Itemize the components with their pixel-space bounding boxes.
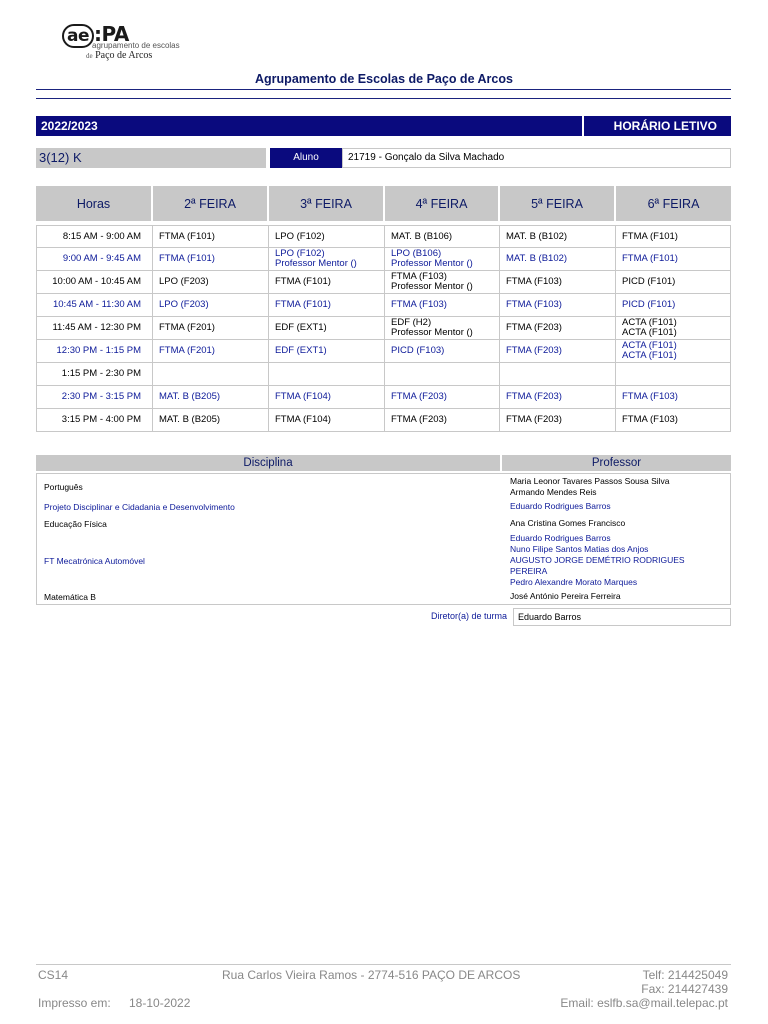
lesson-text: FTMA (F203) [506,414,562,425]
lesson-text: FTMA (F101) [275,276,331,287]
lesson-cell [500,386,616,409]
lesson-text: ACTA (F101) [622,340,677,351]
student-label: Aluno [270,148,342,168]
discipline-column-header: Disciplina [36,455,500,471]
footer-printed-label: Impresso em: [38,996,111,1010]
lesson-text: FTMA (F103) [506,299,562,310]
teacher-name: Ana Cristina Gomes Francisco [510,518,626,528]
director-value: Eduardo Barros [513,608,731,626]
logo-ae: ae [62,24,94,48]
lesson-cell [269,225,385,248]
lesson-cell [269,271,385,294]
time-slot: 11:45 AM - 12:30 PM [36,317,153,340]
footer-address: Rua Carlos Vieira Ramos - 2774-516 PAÇO DE ARCOS [222,968,521,982]
lesson-cell [269,340,385,363]
lesson-cell [500,271,616,294]
lesson-cell [500,248,616,271]
timetable-row [36,317,731,340]
lesson-cell [616,317,731,340]
lesson-cell [616,225,731,248]
timetable-row [36,409,731,432]
footer-printed-date: 18-10-2022 [129,996,191,1010]
header-divider [36,89,731,90]
lesson-text: MAT. B (B205) [159,391,221,402]
lesson-text: FTMA (F103) [622,391,678,402]
lesson-cell [269,409,385,432]
logo-line1: agrupamento de escolas [92,41,180,50]
lesson-text: PICD (F103) [391,345,445,356]
timetable-row [36,225,731,248]
year-bar [36,116,731,136]
time-slot: 9:00 AM - 9:45 AM [36,248,153,271]
lesson-cell [616,363,731,386]
lesson-cell [500,317,616,340]
lesson-cell [153,248,269,271]
lesson-cell [385,317,500,340]
lesson-cell [616,386,731,409]
discipline-name: Matemática B [44,592,96,602]
lesson-cell [385,363,500,386]
lesson-cell [269,248,385,271]
header-thursday: 5ª FEIRA [500,186,616,221]
discipline-name: Projeto Disciplinar e Cidadania e Desenvolvimento [44,502,235,512]
lesson-text: Professor Mentor () [391,258,473,269]
teacher-name: Armando Mendes Reis [510,487,597,497]
logo-line2: Paço de Arcos [95,50,153,61]
header-wednesday: 4ª FEIRA [385,186,500,221]
lesson-cell [385,225,500,248]
lesson-text: FTMA (F101) [622,253,678,264]
teacher-name: PEREIRA [510,566,548,576]
lesson-cell [269,294,385,317]
lesson-cell [269,363,385,386]
logo-pa: PA [101,22,129,46]
time-slot: 8:15 AM - 9:00 AM [36,225,153,248]
lesson-text: FTMA (F101) [159,230,215,242]
lesson-cell [616,409,731,432]
time-slot: 1:15 PM - 2:30 PM [36,363,153,386]
lesson-cell [385,271,500,294]
lesson-cell [269,386,385,409]
disciplines-header [36,455,731,471]
lesson-text: FTMA (F101) [622,230,678,242]
lesson-cell [500,225,616,248]
lesson-text: ACTA (F101) [622,350,677,361]
lesson-cell [385,409,500,432]
lesson-text: MAT. B (B106) [391,230,453,242]
timetable [36,186,731,432]
footer-code: CS14 [38,968,69,982]
lesson-text: FTMA (F103) [622,414,678,425]
lesson-text: FTMA (F203) [391,414,447,425]
lesson-cell [153,294,269,317]
timetable-row [36,294,731,317]
lesson-cell [385,386,500,409]
discipline-name: Português [44,482,83,492]
lesson-text: EDF (EXT1) [275,345,327,356]
time-slot: 12:30 PM - 1:15 PM [36,340,153,363]
lesson-text: Professor Mentor () [275,258,357,269]
time-slot: 10:45 AM - 11:30 AM [36,294,153,317]
lesson-cell [500,340,616,363]
director-label: Diretor(a) de turma [430,611,507,621]
disciplines-list [36,473,731,605]
lesson-text: FTMA (F104) [275,391,331,402]
lesson-text: FTMA (F103) [391,271,447,282]
lesson-cell [616,271,731,294]
class-name: 3(12) K [36,148,266,168]
footer-divider [36,964,731,965]
lesson-cell [500,294,616,317]
lesson-text: LPO (F203) [159,276,209,287]
discipline-name: FT Mecatrónica Automóvel [44,556,145,566]
lesson-text: LPO (F102) [275,230,325,242]
lesson-text: FTMA (F101) [275,299,331,310]
lesson-text: MAT. B (B102) [506,253,568,264]
schedule-title: HORÁRIO LETIVO [584,116,731,136]
logo-line2-prefix: de [86,52,93,60]
teacher-name: AUGUSTO JORGE DEMÉTRIO RODRIGUES [510,555,685,565]
lesson-cell [500,363,616,386]
teacher-name: Eduardo Rodrigues Barros [510,533,611,543]
footer-email: Email: eslfb.sa@mail.telepac.pt [560,996,728,1010]
teacher-name: José António Pereira Ferreira [510,591,621,601]
lesson-cell [153,317,269,340]
lesson-text: LPO (F203) [159,299,209,310]
teacher-column-header: Professor [502,455,731,471]
lesson-cell [385,248,500,271]
school-logo: ae :PA agrupamento de escolas de Paço de Arcos [62,22,182,62]
lesson-cell [616,294,731,317]
lesson-cell [616,248,731,271]
header-friday: 6ª FEIRA [616,186,731,221]
time-slot: 3:15 PM - 4:00 PM [36,409,153,432]
lesson-text: MAT. B (B102) [506,230,568,242]
lesson-text: FTMA (F203) [506,345,562,356]
timetable-row [36,340,731,363]
lesson-text: LPO (B106) [391,248,442,259]
header-tuesday: 3ª FEIRA [269,186,385,221]
footer-phone: Telf: 214425049 [642,968,728,982]
header-hours: Horas [36,186,153,221]
lesson-cell [153,386,269,409]
lesson-cell [153,271,269,294]
teacher-name: Nuno Filipe Santos Matias dos Anjos [510,544,649,554]
lesson-cell [153,363,269,386]
lesson-cell [153,340,269,363]
lesson-text: Professor Mentor () [391,327,473,338]
lesson-text: PICD (F101) [622,299,676,310]
lesson-text: PICD (F101) [622,276,676,287]
lesson-cell [269,317,385,340]
lesson-cell [153,409,269,432]
lesson-text: FTMA (F201) [159,345,215,356]
timetable-row [36,386,731,409]
timetable-row [36,248,731,271]
lesson-text: EDF (H2) [391,317,432,328]
footer-fax: Fax: 214427439 [641,982,728,996]
lesson-text: FTMA (F104) [275,414,331,425]
lesson-cell [385,340,500,363]
student-value: 21719 - Gonçalo da Silva Machado [342,148,731,168]
lesson-text: ACTA (F101) [622,317,677,328]
lesson-text: LPO (F102) [275,248,325,259]
time-slot: 10:00 AM - 10:45 AM [36,271,153,294]
discipline-name: Educação Física [44,519,107,529]
lesson-text: EDF (EXT1) [275,322,327,333]
lesson-text: FTMA (F201) [159,322,215,333]
lesson-cell [385,294,500,317]
lesson-text: FTMA (F103) [506,276,562,287]
header-divider-2 [36,98,731,99]
school-year: 2022/2023 [36,116,582,136]
teacher-name: Pedro Alexandre Morato Marques [510,577,638,587]
lesson-text: FTMA (F203) [506,391,562,402]
lesson-text: Professor Mentor () [391,281,473,292]
teacher-name: Eduardo Rodrigues Barros [510,501,611,511]
timetable-row [36,363,731,386]
teacher-name: Maria Leonor Tavares Passos Sousa Silva [510,476,670,486]
timetable-row [36,271,731,294]
lesson-cell [153,225,269,248]
lesson-text: FTMA (F103) [391,299,447,310]
timetable-header [36,186,731,221]
header-monday: 2ª FEIRA [153,186,269,221]
lesson-text: FTMA (F203) [391,391,447,402]
lesson-cell [500,409,616,432]
time-slot: 2:30 PM - 3:15 PM [36,386,153,409]
lesson-text: ACTA (F101) [622,327,677,338]
lesson-text: MAT. B (B205) [159,414,221,425]
lesson-text: FTMA (F203) [506,322,562,333]
lesson-text: FTMA (F101) [159,253,215,264]
lesson-cell [616,340,731,363]
school-title: Agrupamento de Escolas de Paço de Arcos [255,72,513,86]
